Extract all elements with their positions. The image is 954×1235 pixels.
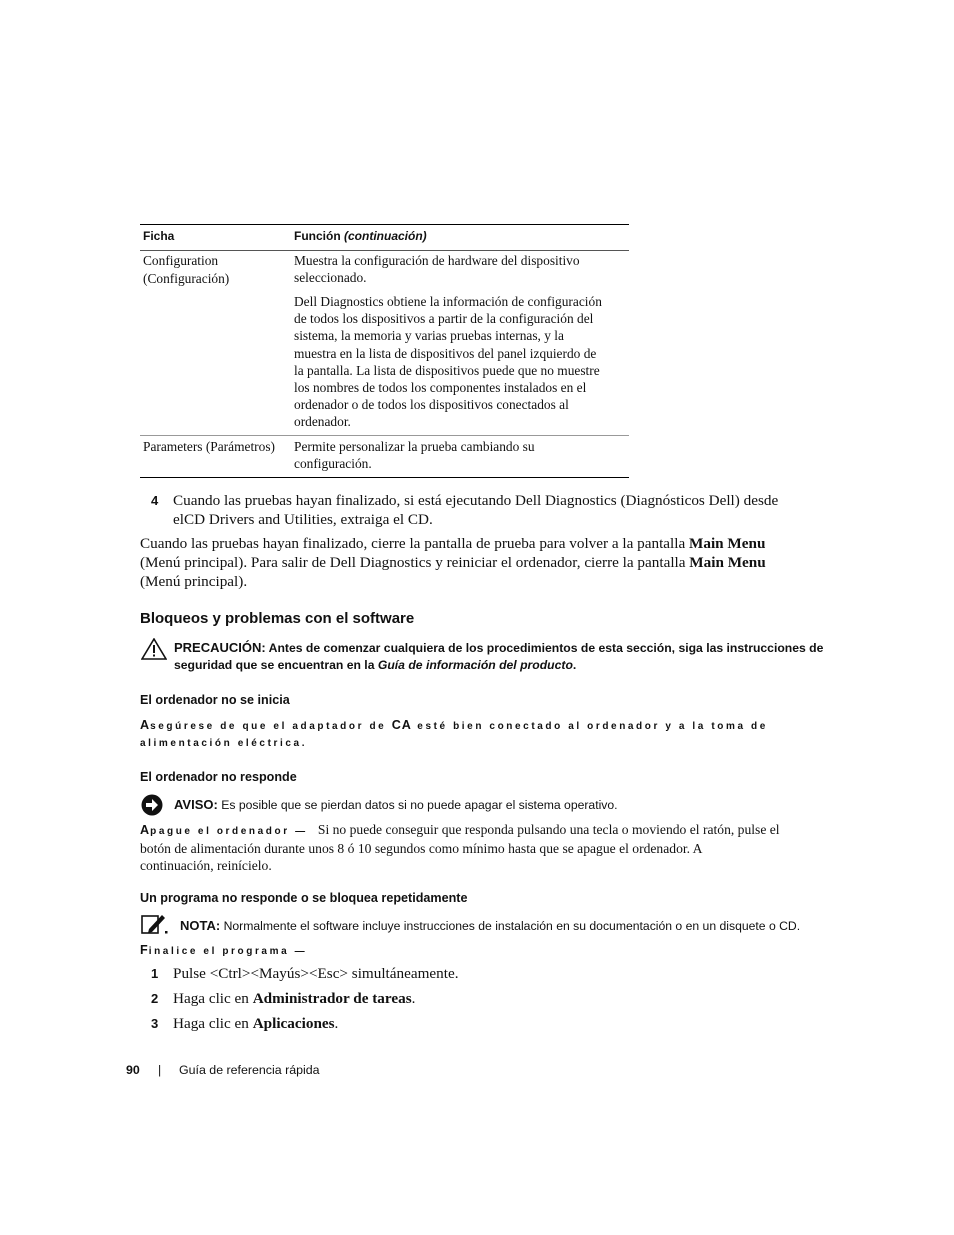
notice-aviso: AVISO: Es posible que se pierdan datos si no puede apagar el sistema operativo. — [174, 797, 618, 812]
subsection-title-no-responde: El ordenador no responde — [140, 770, 297, 784]
apague-ordenador-paragraph: Apague el ordenador — Si no puede conseguir que responda pulsando una tecla o moviendo el ratón, pulse el botón de alimentación durante unos 8 ó 10 segundos como mínimo hasta que se apague el ordenador. A continuación, reinícielo. — [140, 822, 780, 874]
note-pencil-icon — [141, 913, 169, 935]
subsection-title-no-inicia: El ordenador no se inicia — [140, 693, 290, 707]
notice-arrow-icon — [141, 794, 163, 816]
step-1-number: 1 — [151, 966, 159, 981]
footer-title: Guía de referencia rápida — [179, 1063, 320, 1077]
warning-triangle-icon — [141, 638, 167, 660]
row-divider — [140, 435, 629, 436]
table-bottom-rule — [140, 477, 629, 478]
step-4-text: Cuando las pruebas hayan finalizado, si está ejecutando Dell Diagnostics (Diagnósticos Dell) desde elCD Drivers and Utilities, extraiga el CD. — [173, 492, 779, 528]
step-3-text: Haga clic en Aplicaciones. — [173, 1015, 339, 1032]
subsection-title-programa: Un programa no responde o se bloquea repetidamente — [140, 891, 468, 905]
note-label: NOTA: — [180, 918, 221, 933]
step-2-number: 2 — [151, 991, 159, 1006]
header-funcion: Función (continuación) — [294, 229, 427, 243]
caution-notice: PRECAUCIÓN: Antes de comenzar cualquiera de los procedimientos de esta sección, siga las instrucciones de seguridad que se encuentran en la Guía de información del producto. — [174, 640, 824, 672]
step-2-text: Haga clic en Administrador de tareas. — [173, 990, 416, 1007]
paragraph-close-tests: Cuando las pruebas hayan finalizado, cierre la pantalla de prueba para volver a la pantalla Main Menu (Menú principal). Para salir de Dell Diagnostics y reiniciar el ordenador, cierre la pantalla Main Menu (Menú principal). — [140, 535, 766, 590]
table-row-1-col2-p1: Muestra la configuración de hardware del dispositivo seleccionado. — [294, 253, 580, 286]
note-nota: NOTA: Normalmente el software incluye instrucciones de instalación en su documentación o en un disquete o CD. — [180, 918, 801, 933]
section-title: Bloqueos y problemas con el software — [140, 610, 415, 627]
table-row-2-col2: Permite personalizar la prueba cambiando su configuración. — [294, 439, 535, 472]
step-1-text: Pulse <Ctrl><Mayús><Esc> simultáneamente. — [173, 965, 459, 982]
table-header — [140, 225, 629, 251]
notice-label: AVISO: — [174, 797, 218, 812]
step-4-number: 4 — [151, 493, 159, 508]
caution-label: PRECAUCIÓN: — [174, 640, 266, 655]
finalice-programa-heading: Finalice el programa — — [140, 943, 308, 957]
function-table — [140, 224, 629, 479]
table-row-1-col2-p2: Dell Diagnostics obtiene la información de configuración de todos los dispositivos a partir de la configuración del sistema, la memoria y varias pruebas internas, y la muestra en la lista de dispositivos del panel izquierdo de la pantalla. La lista de dispositivos puede que no muestre los nombres de todos los componentes instalados en el ordenador o de todos los dispositivos conectados al ordenador. — [294, 294, 602, 430]
table-row-1-col1: Configuration (Configuración) — [143, 253, 230, 286]
footer-separator: | — [158, 1063, 162, 1077]
check-adapter-instruction: Asegúrese de que el adaptador de CA esté bien conectado al ordenador y a la toma de alimentación eléctrica. — [140, 718, 768, 749]
page-number: 90 — [126, 1063, 140, 1077]
step-3-number: 3 — [151, 1016, 159, 1031]
table-row-2-col1: Parameters (Parámetros) — [143, 439, 275, 454]
header-ficha: Ficha — [143, 229, 175, 243]
